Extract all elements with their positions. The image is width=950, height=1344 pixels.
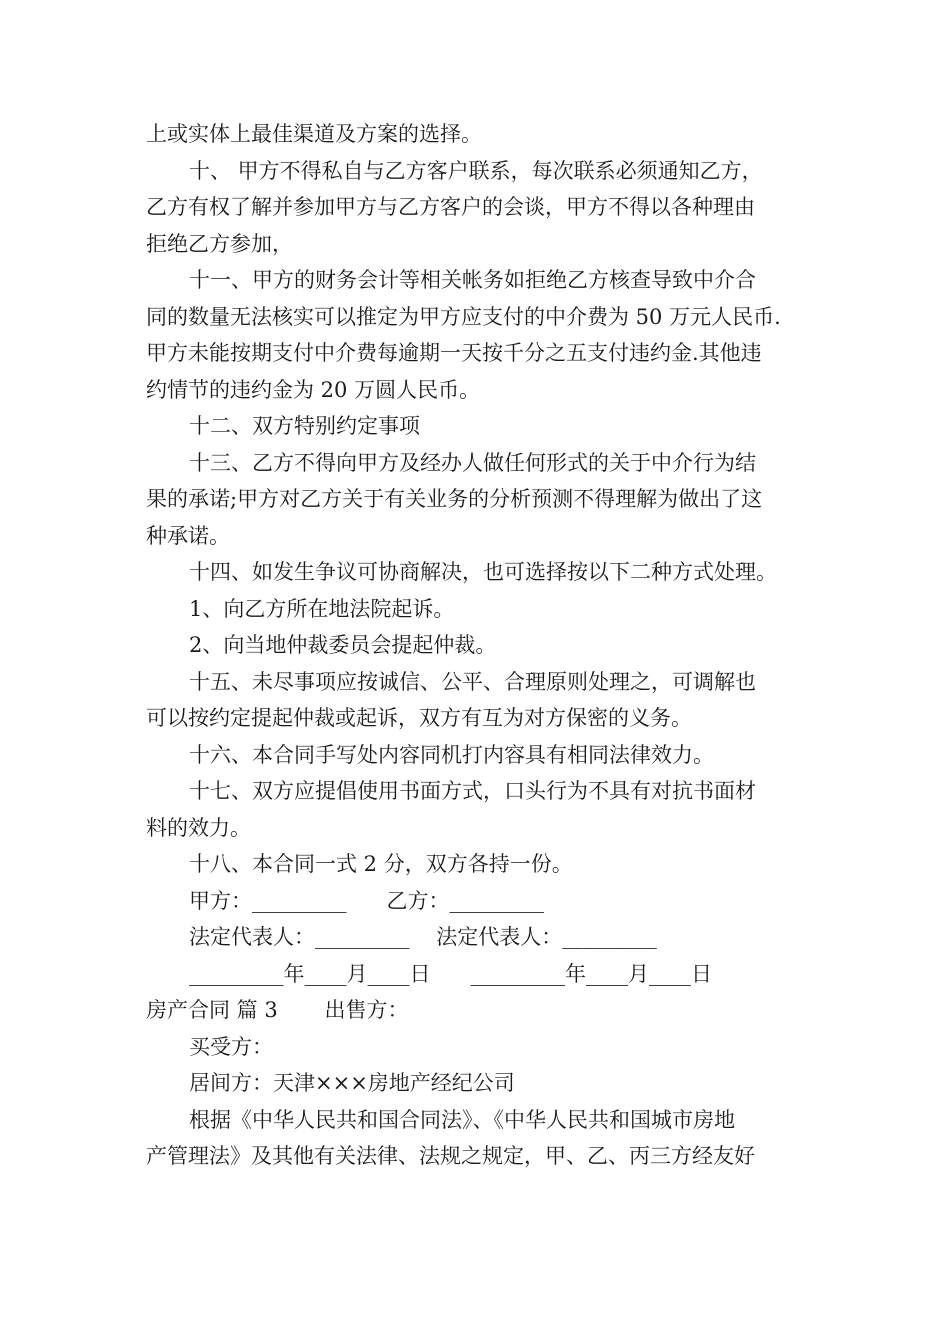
text-line: 约情节的违约金为 20 万圆人民币。 (146, 377, 481, 402)
section-heading: 房产合同 篇 3 出售方： (146, 998, 409, 1022)
text-line: 买受方： (189, 1034, 273, 1059)
text-line: 十、 甲方不得私自与乙方客户联系，每次联系必须通知乙方， (189, 158, 763, 183)
text-line: 产管理法》及其他有关法律、法规之规定，甲、乙、丙三方经友好 (146, 1144, 755, 1168)
signature-line-representatives: 法定代表人：_________ 法定代表人：_________ (189, 925, 657, 949)
text-line: 种承诺。 (146, 523, 230, 548)
text-line: 十七、双方应提倡使用书面方式，口头行为不具有对抗书面材 (189, 779, 756, 803)
text-line: 十四、如发生争议可协商解决，也可选择按以下二种方式处理。 (189, 560, 777, 584)
text-line: 可以按约定提起仲裁或起诉，双方有互为对方保密的义务。 (146, 706, 692, 730)
text-line: 乙方有权了解并参加甲方与乙方客户的会谈，甲方不得以各种理由 (146, 195, 755, 219)
text-line: 十五、未尽事项应按诚信、公平、合理原则处理之，可调解也 (189, 669, 756, 694)
text-line: 根据《中华人民共和国合同法》、《中华人民共和国城市房地 (189, 1107, 735, 1132)
text-line: 甲方未能按期支付中介费每逾期一天按千分之五支付违约金.其他违 (146, 341, 762, 365)
document-body (146, 116, 812, 1175)
text-line: 十二、双方特别约定事项 (189, 414, 420, 438)
text-line: 十六、本合同手写处内容同机打内容具有相同法律效力。 (189, 742, 714, 767)
text-line: 2、向当地仲裁委员会提起仲裁。 (189, 633, 497, 657)
text-line: 果的承诺;甲方对乙方关于有关业务的分析预测不得理解为做出了这 (146, 487, 763, 511)
text-line: 拒绝乙方参加， (146, 231, 293, 256)
text-line: 居间方：天津×××房地产经纪公司 (189, 1071, 515, 1095)
text-line: 料的效力。 (146, 815, 251, 840)
text-line: 同的数量无法核实可以推定为甲方应支付的中介费为 50 万元人民币. (146, 304, 781, 329)
text-line: 1、向乙方所在地法院起诉。 (189, 596, 455, 621)
text-line: 十三、乙方不得向甲方及经办人做任何形式的关于中介行为结 (189, 450, 756, 475)
signature-line-dates: _________年____月____日 _________年____月____日 (189, 961, 713, 986)
text-line: 上或实体上最佳渠道及方案的选择。 (146, 122, 482, 146)
text-line: 十一、甲方的财务会计等相关帐务如拒绝乙方核查导致中介合 (189, 268, 756, 292)
text-line: 十八、本合同一式 2 分，双方各持一份。 (189, 852, 573, 876)
signature-line-parties: 甲方：_________ 乙方：_________ (189, 888, 545, 913)
